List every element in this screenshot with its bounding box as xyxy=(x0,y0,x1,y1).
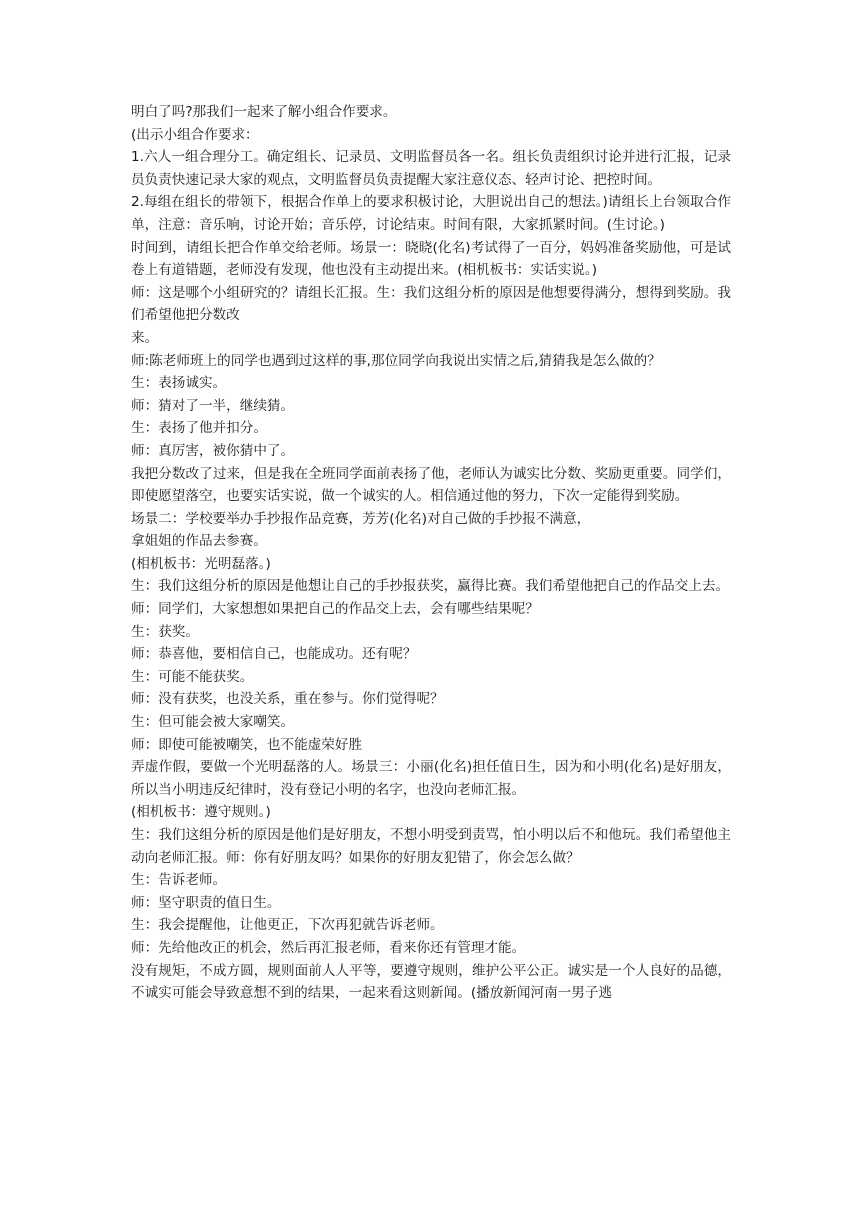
paragraph: 来。 xyxy=(131,329,159,346)
paragraph: 师：真厉害，被你猜中了。 xyxy=(131,442,295,459)
paragraph: 生：我们这组分析的原因是他想让自己的手抄报获奖，赢得比赛。我们希望他把自己的作品交上去。 xyxy=(131,578,730,595)
paragraph: 弄虚作假，要做一个光明磊落的人。场景三：小丽(化名)担任值日生，因为和小明(化名)是好朋友，所以当小明违反纪律时，没有登记小明的名字，也没向老师汇报。 xyxy=(131,759,731,798)
document-page xyxy=(131,101,731,1005)
paragraph: 生：表扬了他并扣分。 xyxy=(131,420,267,437)
paragraph: 生：告诉老师。 xyxy=(131,872,227,889)
paragraph: 我把分数改了过来，但是我在全班同学面前表扬了他，老师认为诚实比分数、奖励更重要。同学们，即使愿望落空，也要实话实说，做一个诚实的人。相信通过他的努力，下次一定能得到奖励。 xyxy=(131,465,731,505)
paragraph: 师：即使可能被嘲笑，也不能虚荣好胜 xyxy=(131,736,363,753)
paragraph: 1.六人一组合理分工。确定组长、记录员、文明监督员各一名。组长负责组织讨论并进行汇报，记录员负责快速记录大家的观点，文明监督员负责提醒大家注意仪态、轻声讨论、把控时间。 xyxy=(131,149,731,188)
paragraph: 时间到，请组长把合作单交给老师。场景一：晓晓(化名)考试得了一百分，妈妈准备奖励他，可是试卷上有道错题，老师没有发现，他也没有主动提出来。(相机板书：实话实说。) xyxy=(131,239,731,279)
paragraph: 师：没有获奖，也没关系，重在参与。你们觉得呢？ xyxy=(131,691,444,708)
paragraph: (出示小组合作要求： xyxy=(131,126,259,143)
paragraph: 明白了吗?那我们一起来了解小组合作要求。 xyxy=(131,104,397,120)
paragraph: 生：我会提醒他，让他更正，下次再犯就告诉老师。 xyxy=(131,917,444,934)
paragraph: 生：获奖。 xyxy=(131,623,199,640)
paragraph: 师：猜对了一半，继续猜。 xyxy=(131,397,295,414)
paragraph: 师：坚守职责的值日生。 xyxy=(131,894,281,911)
paragraph: 师：恭喜他，要相信自己，也能成功。还有呢？ xyxy=(131,646,417,663)
paragraph: 拿姐姐的作品去参赛。 xyxy=(131,533,267,550)
paragraph: 师：同学们，大家想想如果把自己的作品交上去，会有哪些结果呢？ xyxy=(131,601,539,618)
paragraph: 没有规矩，不成方圆，规则面前人人平等，要遵守规则，维护公平公正。诚实是一个人良好的品德，不诚实可能会导致意想不到的结果，一起来看这则新闻。(播放新闻河南一男子逃 xyxy=(131,962,731,1002)
paragraph: 场景二：学校要举办手抄报作品竞赛，芳芳(化名)对自己做的手抄报不满意， xyxy=(131,510,591,527)
paragraph: 生：表扬诚实。 xyxy=(131,375,227,392)
paragraph: 师：先给他改正的机会，然后再汇报老师，看来你还有管理才能。 xyxy=(131,939,526,956)
paragraph: 生：可能不能获奖。 xyxy=(131,668,254,685)
paragraph: (相机板书：遵守规则。) xyxy=(131,804,271,821)
paragraph: 师：这是哪个小组研究的？请组长汇报。生：我们这组分析的原因是他想要得满分，想得到奖励。我们希望他把分数改 xyxy=(131,284,731,324)
paragraph: 师:陈老师班上的同学也遇到过这样的事,那位同学向我说出实情之后,猜猜我是怎么做的？ xyxy=(131,352,661,369)
paragraph: 生：但可能会被大家嘲笑。 xyxy=(131,714,295,731)
paragraph: 2.每组在组长的带领下，根据合作单上的要求积极讨论，大胆说出自己的想法。)请组长上台领取合作单，注意：音乐响，讨论开始；音乐停，讨论结束。时间有限，大家抓紧时间。(生讨论。) xyxy=(131,194,731,233)
paragraph: 生：我们这组分析的原因是他们是好朋友，不想小明受到责骂，怕小明以后不和他玩。我们希望他主动向老师汇报。师：你有好朋友吗？如果你的好朋友犯错了，你会怎么做？ xyxy=(131,827,731,866)
paragraph: (相机板书：光明磊落。) xyxy=(131,555,271,572)
